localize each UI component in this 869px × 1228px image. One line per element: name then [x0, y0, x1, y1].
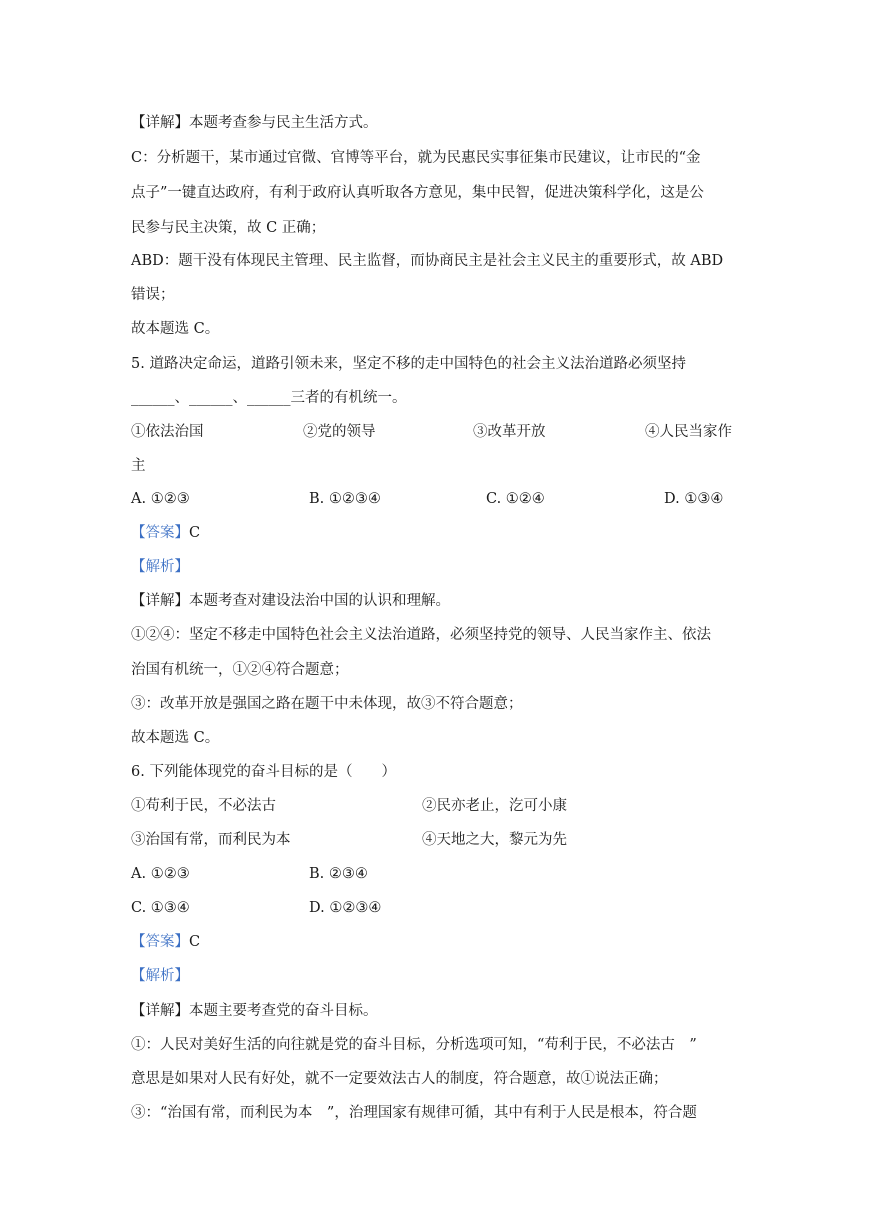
- q5-conclusion: 故本题选 C。: [131, 730, 220, 746]
- q5-option-d: D. ①③④: [664, 491, 724, 507]
- q6-explanation-1-line2: 意思是如果对人民有好处，就不一定要效法古人的制度，符合题意，故①说法正确；: [131, 1071, 668, 1087]
- q5-item: ②党的领导: [303, 424, 376, 440]
- q6-option-b: B. ②③④: [309, 866, 368, 882]
- q5-answer-value: C: [189, 525, 201, 541]
- q4-explanation-abd-line1: ABD：题干没有体现民主管理、民主监督，而协商民主是社会主义民主的重要形式，故 ABD: [131, 253, 724, 269]
- q6-analysis-label: 【解析】: [131, 968, 189, 984]
- q5-option-b: B. ①②③④: [309, 491, 381, 507]
- q5-answer: [131, 523, 200, 543]
- q5-analysis-label: 【解析】: [131, 559, 189, 575]
- q6-item: ①苟利于民，不必法古: [131, 798, 276, 814]
- q6-item: ③治国有常，而利民为本: [131, 832, 291, 848]
- q6-explanation-1-line1: ①：人民对美好生活的向往就是党的奋斗目标，分析选项可知，“苟利于民，不必法古 ”: [131, 1037, 697, 1053]
- q6-answer: [131, 932, 200, 952]
- q5-stem-line2: ______、______、______三者的有机统一。: [131, 390, 407, 406]
- q6-detail: 【详解】本题主要考查党的奋斗目标。: [131, 1003, 378, 1019]
- q5-explanation-1-line2: 治国有机统一，①②④符合题意；: [131, 662, 349, 678]
- q4-explanation-c-line1: C：分析题干，某市通过官微、官博等平台，就为民惠民实事征集市民建议，让市民的“金: [131, 150, 701, 166]
- q6-item: ②民亦老止，汔可小康: [422, 798, 567, 814]
- q5-explanation-2: ③：改革开放是强国之路在题干中未体现，故③不符合题意；: [131, 696, 523, 712]
- q5-explanation-1-line1: ①②④：坚定不移走中国特色社会主义法治道路，必须坚持党的领导、人民当家作主、依法: [131, 627, 711, 643]
- q4-explanation-c-line3: 民参与民主决策，故 C 正确；: [131, 220, 326, 236]
- q5-item: ①依法治国: [131, 424, 204, 440]
- q4-explanation-c-line2: 点子”一键直达政府，有利于政府认真听取各方意见，集中民智，促进决策科学化，这是公: [131, 185, 704, 201]
- q5-option-c: C. ①②④: [486, 491, 545, 507]
- q4-explanation-abd-line2: 错误；: [131, 287, 175, 303]
- q6-answer-label: 【答案】: [131, 934, 189, 950]
- q6-explanation-3-line1: ③：“治国有常，而利民为本 ”，治理国家有规律可循，其中有利于人民是根本，符合题: [131, 1105, 697, 1121]
- q5-item: ③改革开放: [473, 424, 546, 440]
- q6-item: ④天地之大，黎元为先: [422, 832, 567, 848]
- q5-stem-line1: 5. 道路决定命运，道路引领未来，坚定不移的走中国特色的社会主义法治道路必须坚持: [131, 356, 686, 372]
- q4-conclusion: 故本题选 C。: [131, 321, 220, 337]
- q6-stem: 6. 下列能体现党的奋斗目标的是（ ）: [131, 764, 396, 780]
- q5-item: ④人民当家作: [645, 424, 732, 440]
- q6-option-a: A. ①②③: [131, 866, 190, 882]
- q6-answer-value: C: [189, 934, 201, 950]
- q5-item-wrap: 主: [131, 458, 146, 474]
- q5-detail: 【详解】本题考查对建设法治中国的认识和理解。: [131, 593, 450, 609]
- q6-option-d: D. ①②③④: [309, 900, 382, 916]
- q5-answer-label: 【答案】: [131, 525, 189, 541]
- q6-option-c: C. ①③④: [131, 900, 190, 916]
- q4-detail: 【详解】本题考查参与民主生活方式。: [131, 115, 378, 131]
- q5-option-a: A. ①②③: [131, 491, 190, 507]
